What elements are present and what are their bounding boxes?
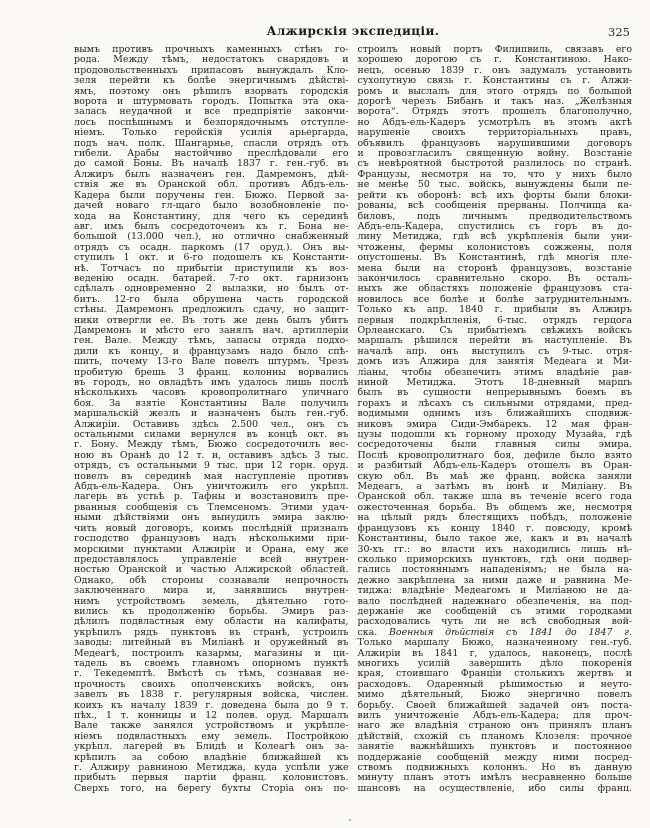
text-line: маршальскій жезлъ и назначенъ былъ ген.-губ.: [74, 408, 349, 420]
text-line: ска. Военныя дѣйствія съ 1841 до 1847 г.: [357, 626, 632, 638]
running-head: [74, 24, 632, 40]
text-line: ніемъ подвластныхъ ему земель. Постройкою: [74, 730, 349, 742]
text-line: расходовались чуть ли не всѣ свободныя вой-: [357, 616, 632, 628]
text-line: первыя подкрѣпленія, 6-тыс. отрядъ герцога: [357, 314, 632, 326]
text-line: ліаны, чтобы обезпечить этимъ владѣніе рав-: [357, 366, 632, 378]
text-line: не менѣе 50 тыс. войскъ, вынуждены были пе-: [357, 179, 632, 191]
text-line: вымъ противъ прочныхъ каменныхъ стѣнъ го-: [74, 44, 349, 55]
text-line: до самой Боны. Въ началѣ 1837 г. ген.-губ. въ: [74, 158, 349, 170]
text-line: Только маршалу Бюжо, назначенному ген.-губ.: [357, 637, 632, 649]
text-line: края, стоившаго Франціи столькихъ жертвъ и: [357, 668, 632, 680]
text-line: закончилось сравнительно скоро. Въ осталь-: [357, 272, 632, 284]
text-line: дежно закрѣплена за ними даже и равнина Ме-: [357, 574, 632, 586]
text-line: Орлеанскаго. Съ прибытіемъ свѣжихъ войскъ: [357, 324, 632, 336]
right-column: [358, 45, 633, 794]
text-line: Однако, обѣ стороны сознавали непрочность: [74, 574, 349, 586]
text-line: Сверхъ того, на берегу бухты Сторіа онъ по-: [74, 782, 349, 794]
text-line: Оранской обл. также шла въ теченіе всего года: [357, 491, 632, 503]
text-line: пѣх., 1 т. конницы и 12 полев. оруд. Маршалъ: [74, 710, 349, 721]
text-line: Алжиръ былъ назначенъ ген. Дамремонъ, дѣй-: [74, 168, 349, 180]
text-line: дѣйствій, схожій съ планомъ Клозеля: прочное: [357, 730, 632, 742]
text-line: стѣны. Дамремонъ предложилъ сдачу, но защит-: [74, 304, 349, 316]
text-line: заводы: литейный въ Миліанѣ и оружейный въ: [74, 637, 349, 649]
text-line: ген. Вале. Между тѣмъ, запасы отряда подхо-: [74, 335, 349, 347]
text-line: боя. За взятіе Константины Вале получилъ: [74, 397, 349, 409]
text-line: сосредоточены были главныя силы эмира.: [357, 439, 632, 451]
text-line: Абдъ-ель-Кадера, спустились съ горъ въ до-: [357, 220, 632, 232]
text-line: Медеагѣ, построилъ казармы, магазины и ци-: [74, 647, 349, 659]
text-line: и провозгласилъ священную войну. Возстаніе: [357, 148, 632, 160]
text-line: ступилъ 1 окт. и 6-го подошелъ къ Константи-: [74, 252, 349, 264]
text-line: рованы, всѣ сообщенія прерваны. Полчища ка-: [357, 200, 632, 212]
text-line: ожесточенная борьба. Въ общемъ же, несмотря: [357, 501, 632, 513]
text-line: ствомъ подвижныхъ колоннъ. Но въ данную: [357, 762, 632, 774]
text-line: вились къ продолженію борьбы. Эмиръ раз-: [74, 605, 349, 617]
text-line: завелъ въ 1838 г. регулярныя войска, числен.: [74, 689, 349, 701]
text-line: новилось все болѣе и болѣе затруднительнымъ.: [357, 293, 632, 305]
text-line: многихъ усилій завершить дѣло покоренія: [357, 657, 632, 669]
text-line: ствія же въ Оранской обл. противъ Абдъ-ель-: [74, 179, 349, 191]
text-line: предоставлялось управленіе всей внутрен-: [74, 553, 349, 565]
text-line: морскими пунктами Алжиріи и Орана, ему же: [74, 543, 349, 555]
text-line: началѣ апр. онъ выступилъ съ 9-тыс. отря-: [357, 345, 632, 357]
text-line: прочность своихъ ополченскихъ войскъ, онъ: [74, 678, 349, 690]
text-line: 30-хъ гг.: во власти ихъ находились лишь нѣ-: [357, 543, 632, 555]
text-line: продовольственныхъ припасовъ вынуждалъ Кло-: [74, 64, 349, 76]
text-line: никовъ эмира Сиди-Эмбарекъ. 12 мая фран-: [357, 418, 632, 430]
text-line: дорогѣ черезъ Бибанъ и такъ наз. „Желѣзныя: [357, 96, 632, 108]
text-line: сдѣлалъ одновременно 2 вылазки, но былъ от-: [74, 283, 349, 295]
text-line: опустошены. Въ Константинѣ, гдѣ многія пле-: [357, 252, 632, 264]
text-line: мена были на сторонѣ французовъ, возстаніе: [357, 262, 632, 274]
text-line: нарушеніе своихъ территоріальныхъ правъ,: [357, 127, 632, 139]
text-line: строилъ новый портъ Филипвиль, связавъ его: [357, 44, 632, 55]
text-line: рода. Между тѣмъ, недостатокъ снарядовъ и: [74, 54, 349, 66]
text-line: Абдъ-ель-Кадера. Онъ уничтожилъ его укрѣпл.: [74, 481, 349, 493]
text-line: остальными силами вернулся въ концѣ окт. въ: [74, 429, 349, 441]
text-line: былъ въ сущности непрерывнымъ боемъ въ: [357, 387, 632, 399]
text-line: водимыми однимъ изъ ближайшихъ сподвиж-: [357, 408, 632, 420]
text-line: ніемъ. Только геройскія усилія арьергарда,: [74, 127, 349, 139]
text-line: въ городъ, но овладѣть имъ удалось лишь послѣ: [74, 377, 349, 388]
text-line: ностью Оранской и частью Алжирской областей.: [74, 564, 349, 576]
text-line: поддержаніе сообщеній между ними посред-: [357, 751, 632, 763]
text-line: битъ. 12-го была обрушена часть городской: [74, 293, 349, 305]
text-line: чить новый договоръ, коимъ послѣдній призналъ: [74, 522, 349, 534]
text-line: крѣпилъ за собою владѣніе ближайшей къ: [74, 751, 349, 763]
text-line: мимо дѣятельный, Бюжо энергично повелъ: [357, 689, 632, 701]
text-line: французовъ къ концу 1840 г. повсюду, кромѣ: [357, 522, 632, 534]
text-line: ямъ, поэтому онъ рѣшилъ взорвать городскія: [74, 85, 349, 97]
text-line: борьбу. Своей ближайшей задачей онъ поста-: [357, 699, 632, 711]
text-line: веденію осадн. батарей. 7-го окт. гарнизонъ: [74, 272, 349, 284]
text-line: г. Алжиру равниною Метиджа, куда успѣли уже: [74, 762, 349, 774]
text-line: занятіе важнѣйшихъ пунктовъ и постоянное: [357, 741, 632, 753]
text-line: нимъ устройствомъ земель, дѣятельно гото-: [74, 595, 349, 607]
text-line: ники отвергли ее. Въ тотъ же день былъ убитъ: [74, 314, 349, 326]
text-line: повелъ въ серединѣ мая наступленіе противъ: [74, 470, 349, 482]
text-line: ными дѣйствіями онъ вынудилъ эмира заклю-: [74, 512, 349, 524]
text-line: лось поспѣшнымъ и безпорядочнымъ отступле-: [74, 116, 349, 128]
text-line: вало послѣдней надежнаго обезпеченія, на под-: [357, 595, 632, 607]
text-line: Французы, несмотря на то, что у нихъ было: [357, 168, 632, 180]
text-line: скую обл. Въ маѣ же франц. войска заняли: [357, 470, 632, 482]
text-line: Медеагъ, а затѣмъ въ іюнѣ и Миліану. Въ: [357, 481, 632, 493]
text-line: горахъ и лѣсахъ съ сильными отрядами, пред-: [357, 397, 632, 409]
text-line: укрѣпл. лагерей въ Блидѣ и Колеагѣ онъ за-: [74, 741, 349, 753]
text-line: нѣсколькихъ часовъ кровопролитнаго уличнаго: [74, 387, 349, 399]
text-line: Кадера были поручены ген. Бюжо. Первой за-: [74, 189, 349, 201]
text-line: но Абдъ-ель-Кадеръ усмотрѣлъ въ этомъ актѣ: [357, 116, 632, 128]
text-line: сухопутную связь г. Константины съ г. Алжи-: [357, 75, 632, 87]
text-line: прибыть первыя партіи франц. колонистовъ.: [74, 772, 349, 784]
text-line: авг. имъ былъ сосредоточенъ къ г. Бона не-: [74, 220, 349, 232]
text-line: подъ нач. полк. Шангарнье, спасли отрядъ отъ: [74, 137, 349, 149]
text-line: рванныя сообщенія съ Тлемсеномъ. Этими удач-: [74, 501, 349, 513]
text-line: залась неудачной и все предпріятіе закончи-: [74, 106, 349, 118]
text-line: ворота“. Отрядъ этотъ прошелъ благополучно,: [357, 106, 632, 118]
text-line: ромъ и выслалъ для этого отрядъ по большой: [357, 85, 632, 97]
text-line: Послѣ кровопролитнаго боя, дефиле было взято: [357, 449, 632, 461]
text-line: дачей новаго гл-щаго было возобновленіе по-: [74, 200, 349, 212]
text-line: вилъ уничтоженіе Абдъ-ель-Кадера; для проч-: [357, 710, 632, 721]
text-line: Дамремонъ и мѣсто его занялъ нач. артиллеріи: [74, 324, 349, 336]
text-line: зеля перейти къ болѣе энергичнымъ дѣйстві-: [74, 75, 349, 87]
text-line: лину Метиджа, гдѣ всѣ укрѣпленія были уни-: [357, 231, 632, 243]
text-line: отрядъ, съ остальными 9 тыс. при 12 горн. оруд.: [74, 460, 349, 472]
text-line: сколько приморскихъ пунктовъ, гдѣ они подвер-: [357, 553, 632, 565]
text-line: хода на Константину, для чего къ серединѣ: [74, 210, 349, 222]
text-line: гались постояннымъ нападеніямъ; не была на-: [357, 564, 632, 576]
text-line: наго же владѣнія страною онъ принялъ планъ: [357, 720, 632, 732]
text-line: съ невѣроятной быстротой разлилось по странѣ.: [357, 158, 632, 170]
text-line: цузы подошли къ горному проходу Музайа, гдѣ: [357, 429, 632, 441]
text-line: тиджа: владѣніе Медеагомъ и Миліаною не да-: [357, 585, 632, 597]
text-line: ворота и штурмовать городъ. Попытка эта ока-: [74, 96, 349, 108]
text-line: заключеннаго мира и, занявшись внутрен-: [74, 585, 349, 597]
text-line: нецъ, осенью 1839 г. онъ задумалъ установить: [357, 64, 632, 76]
text-line: Алжиріи въ 1841 г, удалось, наконецъ, послѣ: [357, 647, 632, 659]
text-line: и разбитый Абдъ-ель-Кадеръ отошелъ въ Оран-: [357, 460, 632, 472]
text-line: пробитую брешь 3 франц. колонны ворвались: [74, 366, 349, 378]
text-line: лагерь въ устьѣ р. Тафны и возстановилъ пре-: [74, 491, 349, 503]
text-line: объявилъ французовъ нарушившими договоръ: [357, 137, 632, 149]
text-columns: [74, 45, 632, 794]
text-line: г. Бону. Между тѣмъ, Бюжо сосредоточилъ вес-: [74, 439, 349, 451]
text-line: дѣлилъ подвластныя ему области на калифаты,: [74, 616, 349, 628]
text-line: на цѣлый рядъ блестящихъ побѣдъ, положеніе: [357, 512, 632, 524]
text-line: гибели. Арабы настойчиво преслѣдовали его: [74, 148, 349, 160]
text-line: г. Текедемптѣ. Вмѣстѣ съ тѣмъ, сознавая не-: [74, 668, 349, 680]
text-line: расходовъ. Одаренный рѣшимостью и неуто-: [357, 678, 632, 690]
text-line: шансовъ на осуществленіе, ибо силы франц.: [357, 782, 632, 794]
text-line: минуту планъ этотъ имѣлъ несравненно больше: [357, 772, 632, 784]
text-line: чтожены, фермы колонистовъ сожжены, поля: [357, 241, 632, 253]
text-line: домъ изъ Алжира для занятія Медеага и Ми-: [357, 356, 632, 368]
text-line: шить, почему 13-го Вале повелъ штурмъ. Чрезъ: [74, 356, 349, 368]
text-line: хорошею дорогою съ г. Константиною. Нако-: [357, 54, 632, 66]
left-column: [74, 45, 349, 794]
text-line: господство французовъ надъ нѣсколькими при-: [74, 533, 349, 545]
text-line: отрядъ съ осадн. паркомъ (17 оруд.). Онъ вы-: [74, 241, 349, 253]
page-title: Алжирскія экспедиціи.: [266, 24, 440, 38]
print-speck-artifact: [349, 819, 351, 821]
text-line: тадель въ своемъ главномъ опорномъ пунктѣ: [74, 657, 349, 669]
text-line: дили къ концу, и французамъ надо было спѣ-: [74, 345, 349, 357]
text-line: маршалъ рѣшился перейти въ наступленіе. Въ: [357, 335, 632, 347]
text-line: ниной Метиджа. Этотъ 18-дневный маршъ: [357, 377, 632, 388]
text-line: держаніе же сообщеній съ этими городками: [357, 605, 632, 617]
text-line: нѣ. Тотчасъ по прибытіи приступили къ воз-: [74, 262, 349, 274]
text-line: коихъ къ началу 1839 г. доведена была до 9 т.: [74, 699, 349, 711]
text-line: Алжиріи. Оставивъ здѣсь 2.500 чел., онъ съ: [74, 418, 349, 430]
text-line: ною въ Оранѣ до 12 т. и, оставивъ здѣсь 3 тыс.: [74, 449, 349, 461]
page-number: 325: [608, 25, 630, 39]
text-line: большой (13.000 чел.), но отлично снабженный: [74, 231, 349, 243]
text-line: ныхъ же областяхъ положеніе французовъ ста-: [357, 283, 632, 295]
text-line: Вале также занялся устройствомъ и укрѣпле-: [74, 720, 349, 732]
text-line: биловъ, подъ личнымъ предводительствомъ: [357, 210, 632, 222]
text-line: Только къ апр. 1840 г. прибыли въ Алжиръ: [357, 304, 632, 316]
text-line: Константины, было такое же, какъ и въ началѣ: [357, 533, 632, 545]
text-line: рейти къ оборонѣ: всѣ ихъ форты были блоки-: [357, 189, 632, 201]
text-line: укрѣпилъ рядъ пунктовъ въ странѣ, устроилъ: [74, 626, 349, 638]
